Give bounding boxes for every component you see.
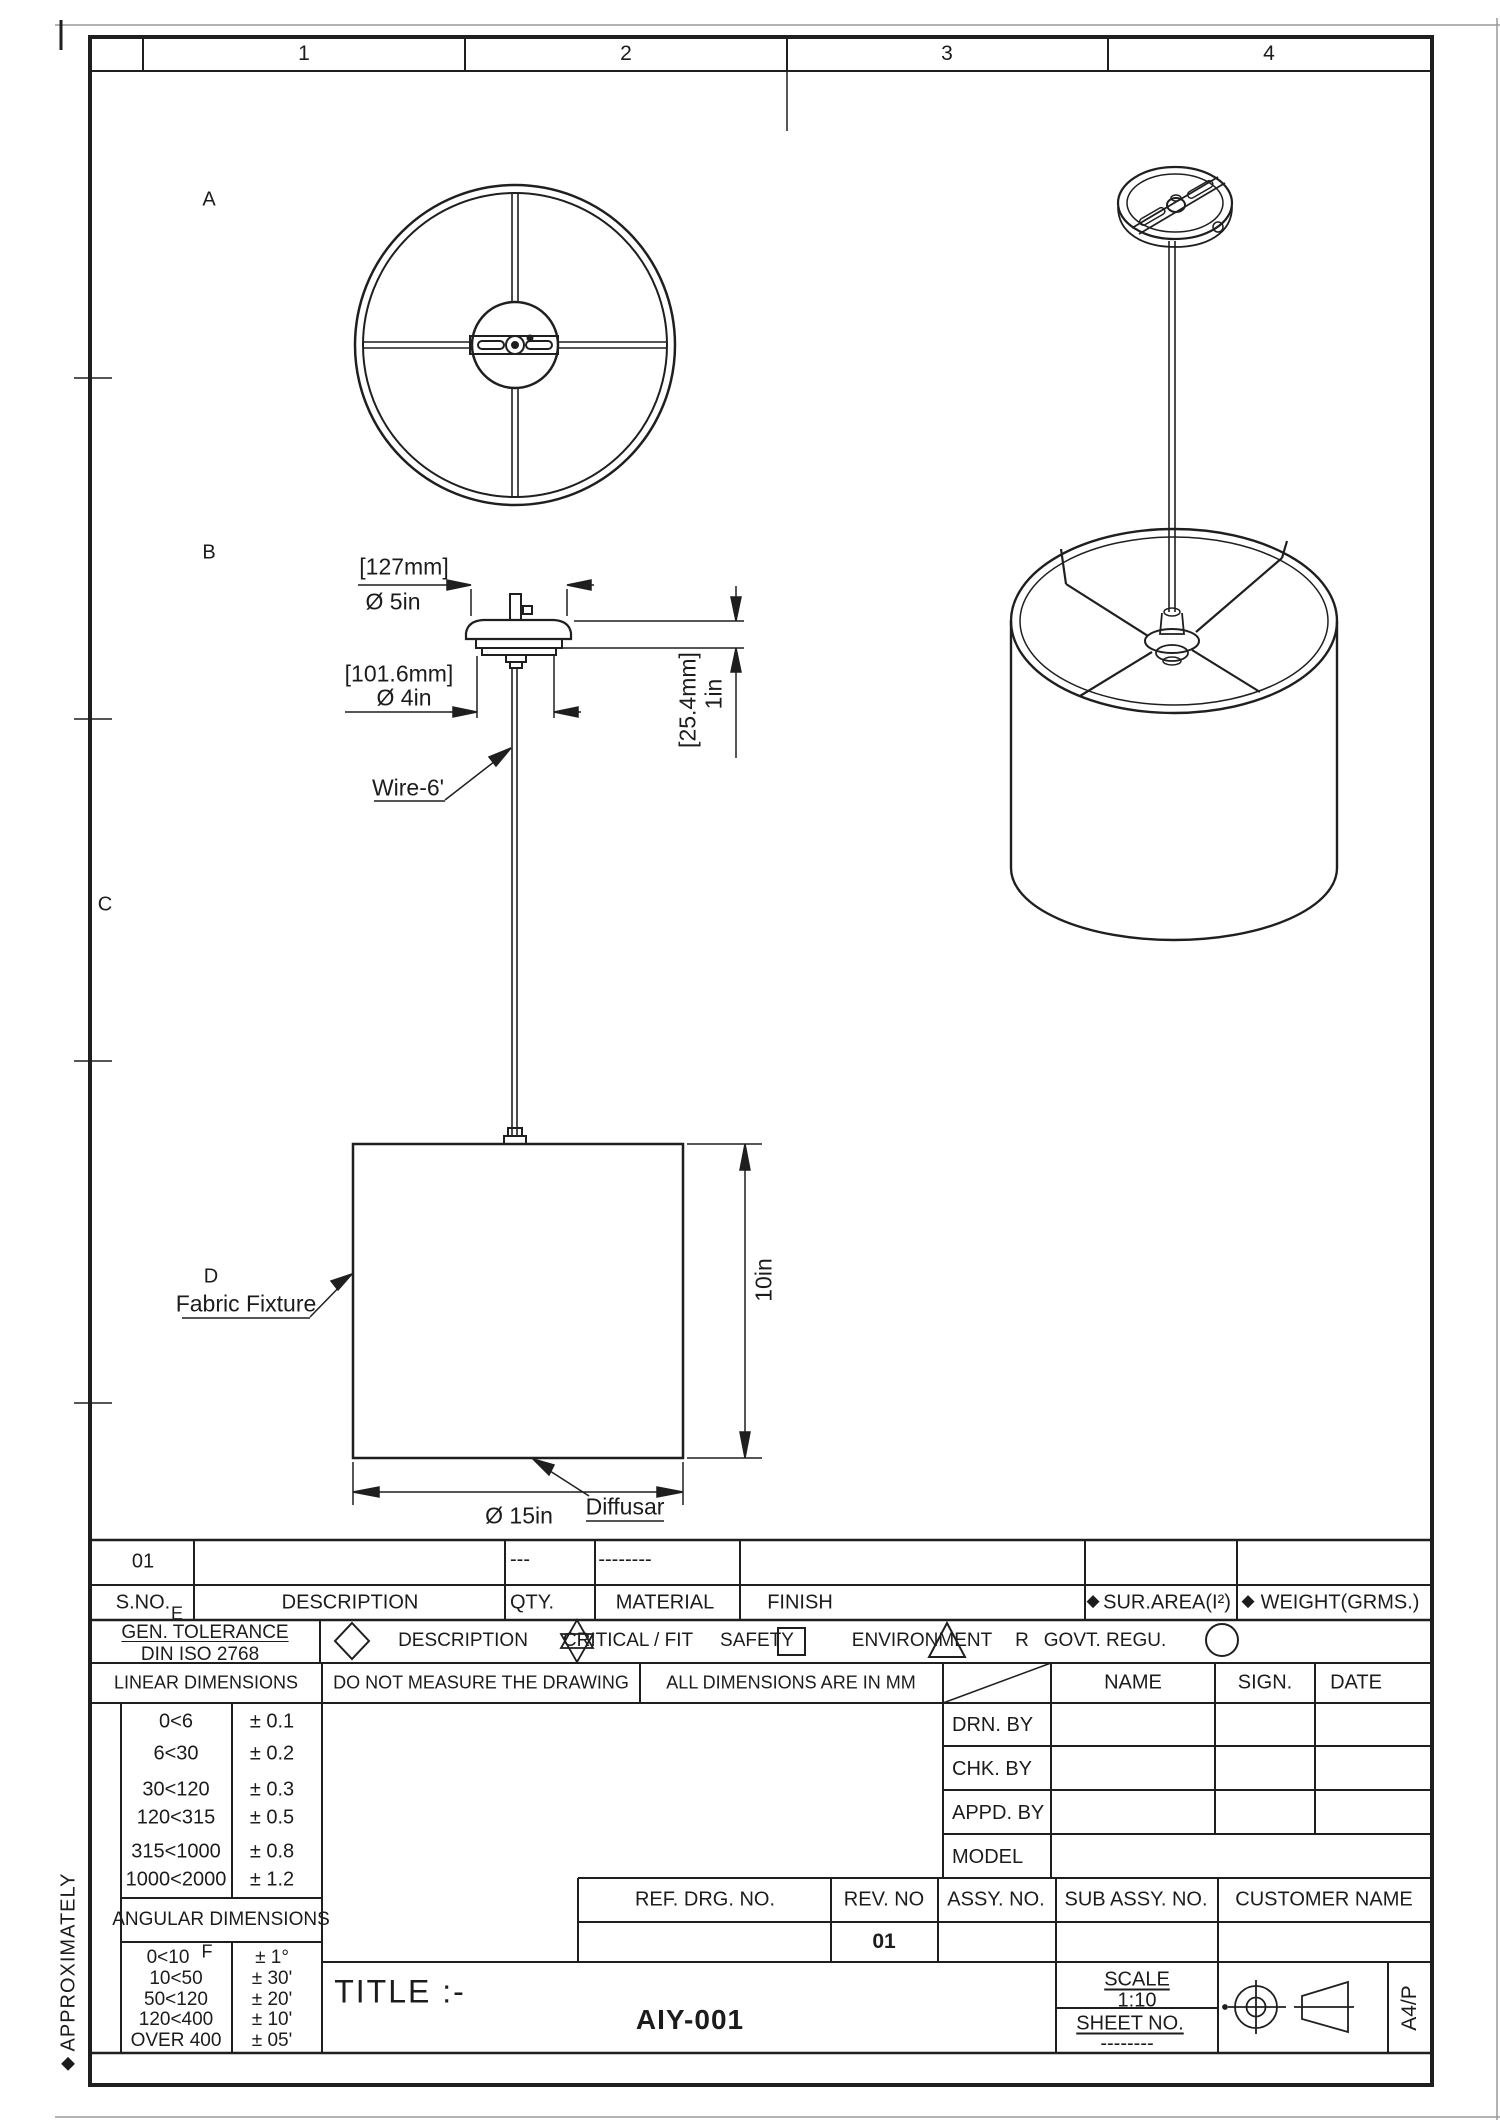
ang-tol-value: ± 30' [251, 1968, 293, 1989]
header-finish: FINISH [767, 1591, 833, 1614]
ref-drg-no-label: REF. DRG. NO. [634, 1888, 776, 1911]
linear-dimensions-label: LINEAR DIMENSIONS [113, 1672, 299, 1693]
lin-tol-value: ± 0.5 [249, 1806, 295, 1829]
row1-sno: 01 [131, 1550, 155, 1573]
page-edge-lines [55, 18, 1500, 2120]
zone-row-a: A [202, 188, 216, 211]
header-sno: S.NO. [115, 1591, 171, 1614]
sheet-no-label: SHEET NO. [1076, 2012, 1184, 2035]
projection-symbol-icon [1223, 1980, 1354, 2034]
model-label: MODEL [952, 1846, 1024, 1868]
dim-25mm-label: [25.4mm] [674, 652, 701, 748]
ang-tol-value: ± 1° [255, 1947, 289, 1968]
wire-label: Wire-6' [371, 774, 445, 801]
symbol-safety-label: SAFETY [720, 1630, 794, 1651]
isometric-view [1011, 167, 1337, 940]
symbol-description-label: DESCRIPTION [398, 1630, 528, 1651]
lin-tol-range: 315<1000 [131, 1840, 221, 1863]
lin-tol-value: ± 0.3 [249, 1778, 295, 1801]
ang-tol-range: 50<120 [144, 1989, 208, 2010]
symbol-environment-label: ENVIRONMENT [851, 1630, 993, 1651]
sub-assy-no-label: SUB ASSY. NO. [1064, 1888, 1208, 1911]
approx-diamond-icon: ◆ [61, 2052, 75, 2073]
dim-1in [562, 586, 744, 758]
zone-row-f: F [201, 1941, 213, 1962]
sheet-no-value: -------- [1100, 2032, 1154, 2055]
title-label: TITLE :- [334, 1973, 466, 2010]
drn-by-label: DRN. BY [952, 1714, 1034, 1736]
customer-name-label: CUSTOMER NAME [1235, 1888, 1413, 1911]
scale-value: 1:10 [1117, 1989, 1157, 2012]
symbol-r-label: R [1015, 1630, 1029, 1651]
top-view [355, 185, 675, 505]
header-description: DESCRIPTION [281, 1591, 419, 1614]
rev-no-label: REV. NO [843, 1888, 925, 1911]
approximately-note: APPROXIMATELY [57, 1872, 80, 2052]
lin-tol-range: 0<6 [159, 1710, 193, 1733]
appd-by-label: APPD. BY [952, 1802, 1045, 1824]
zone-col-1: 1 [298, 42, 310, 65]
dim-4in-label: Ø 4in [376, 684, 432, 711]
dim-15in-label: Ø 15in [485, 1502, 553, 1529]
rev-no-value: 01 [872, 1930, 896, 1953]
diffuser-label: Diffusar [585, 1493, 665, 1520]
ang-tol-value: ± 20' [251, 1989, 293, 2010]
circle-icon [1206, 1624, 1238, 1656]
ang-tol-range: OVER 400 [130, 2030, 222, 2051]
header-sur-area: SUR.AREA(I²) [1103, 1591, 1231, 1614]
scale-label: SCALE [1104, 1968, 1170, 1991]
assy-no-label: ASSY. NO. [947, 1888, 1045, 1911]
lin-tol-range: 120<315 [136, 1806, 216, 1829]
symbol-critical-label: CRITICAL / FIT [562, 1630, 694, 1651]
lin-tol-range: 6<30 [153, 1742, 199, 1765]
title-value: AIY-001 [635, 2004, 745, 2035]
gen-tolerance-line2: DIN ISO 2768 [140, 1644, 260, 1665]
angular-header: ANGULAR DIMENSIONS [112, 1909, 330, 1930]
zone-row-e: E [170, 1603, 184, 1624]
dim-101mm-label: [101.6mm] [344, 660, 454, 687]
lin-tol-value: ± 1.2 [249, 1868, 295, 1891]
row1-material: -------- [598, 1548, 652, 1571]
diamond-outline-icon [335, 1623, 369, 1659]
lin-tol-value: ± 0.1 [249, 1710, 295, 1733]
zone-col-3: 3 [941, 42, 953, 65]
lin-tol-value: ± 0.2 [249, 1742, 295, 1765]
paper-size-label: A4/P [1398, 1985, 1421, 2031]
header-name: NAME [1104, 1671, 1162, 1694]
no-measure-label: DO NOT MEASURE THE DRAWING [333, 1672, 629, 1693]
lin-tol-value: ± 0.8 [249, 1840, 295, 1863]
zone-col-4: 4 [1263, 42, 1275, 65]
row1-qty: --- [510, 1548, 530, 1571]
diamond-bullet-icon: ◆ [1086, 1591, 1100, 1610]
zone-col-2: 2 [620, 42, 632, 65]
spider-arms [1061, 541, 1287, 696]
header-date: DATE [1330, 1671, 1382, 1694]
fabric-fixture-label: Fabric Fixture [175, 1290, 317, 1317]
dim-127mm-label: [127mm] [359, 553, 449, 580]
header-sign: SIGN. [1237, 1671, 1293, 1694]
symbol-govt-label: GOVT. REGU. [1043, 1630, 1167, 1651]
ang-tol-value: ± 10' [251, 2009, 293, 2030]
zone-row-c: C [97, 893, 113, 916]
header-qty: QTY. [509, 1591, 555, 1614]
dim-1in-label: 1in [700, 678, 727, 710]
header-weight: WEIGHT(GRMS.) [1260, 1591, 1420, 1614]
ang-tol-range: 10<50 [149, 1968, 203, 1989]
diamond-bullet-icon: ◆ [1241, 1591, 1255, 1610]
ang-tol-range: 0<10 [146, 1947, 190, 1968]
lin-tol-range: 1000<2000 [125, 1868, 227, 1891]
gen-tolerance-line1: GEN. TOLERANCE [121, 1622, 289, 1643]
ang-tol-value: ± 05' [251, 2030, 293, 2051]
chk-by-label: CHK. BY [952, 1758, 1033, 1780]
dim-10in-label: 10in [750, 1258, 777, 1302]
zone-row-d: D [203, 1265, 219, 1288]
header-material: MATERIAL [615, 1591, 715, 1614]
dim-5in-label: Ø 5in [365, 588, 421, 615]
zone-row-b: B [202, 541, 216, 564]
lin-tol-range: 30<120 [142, 1778, 210, 1801]
ang-tol-range: 120<400 [138, 2009, 214, 2030]
all-mm-label: ALL DIMENSIONS ARE IN MM [666, 1672, 916, 1693]
